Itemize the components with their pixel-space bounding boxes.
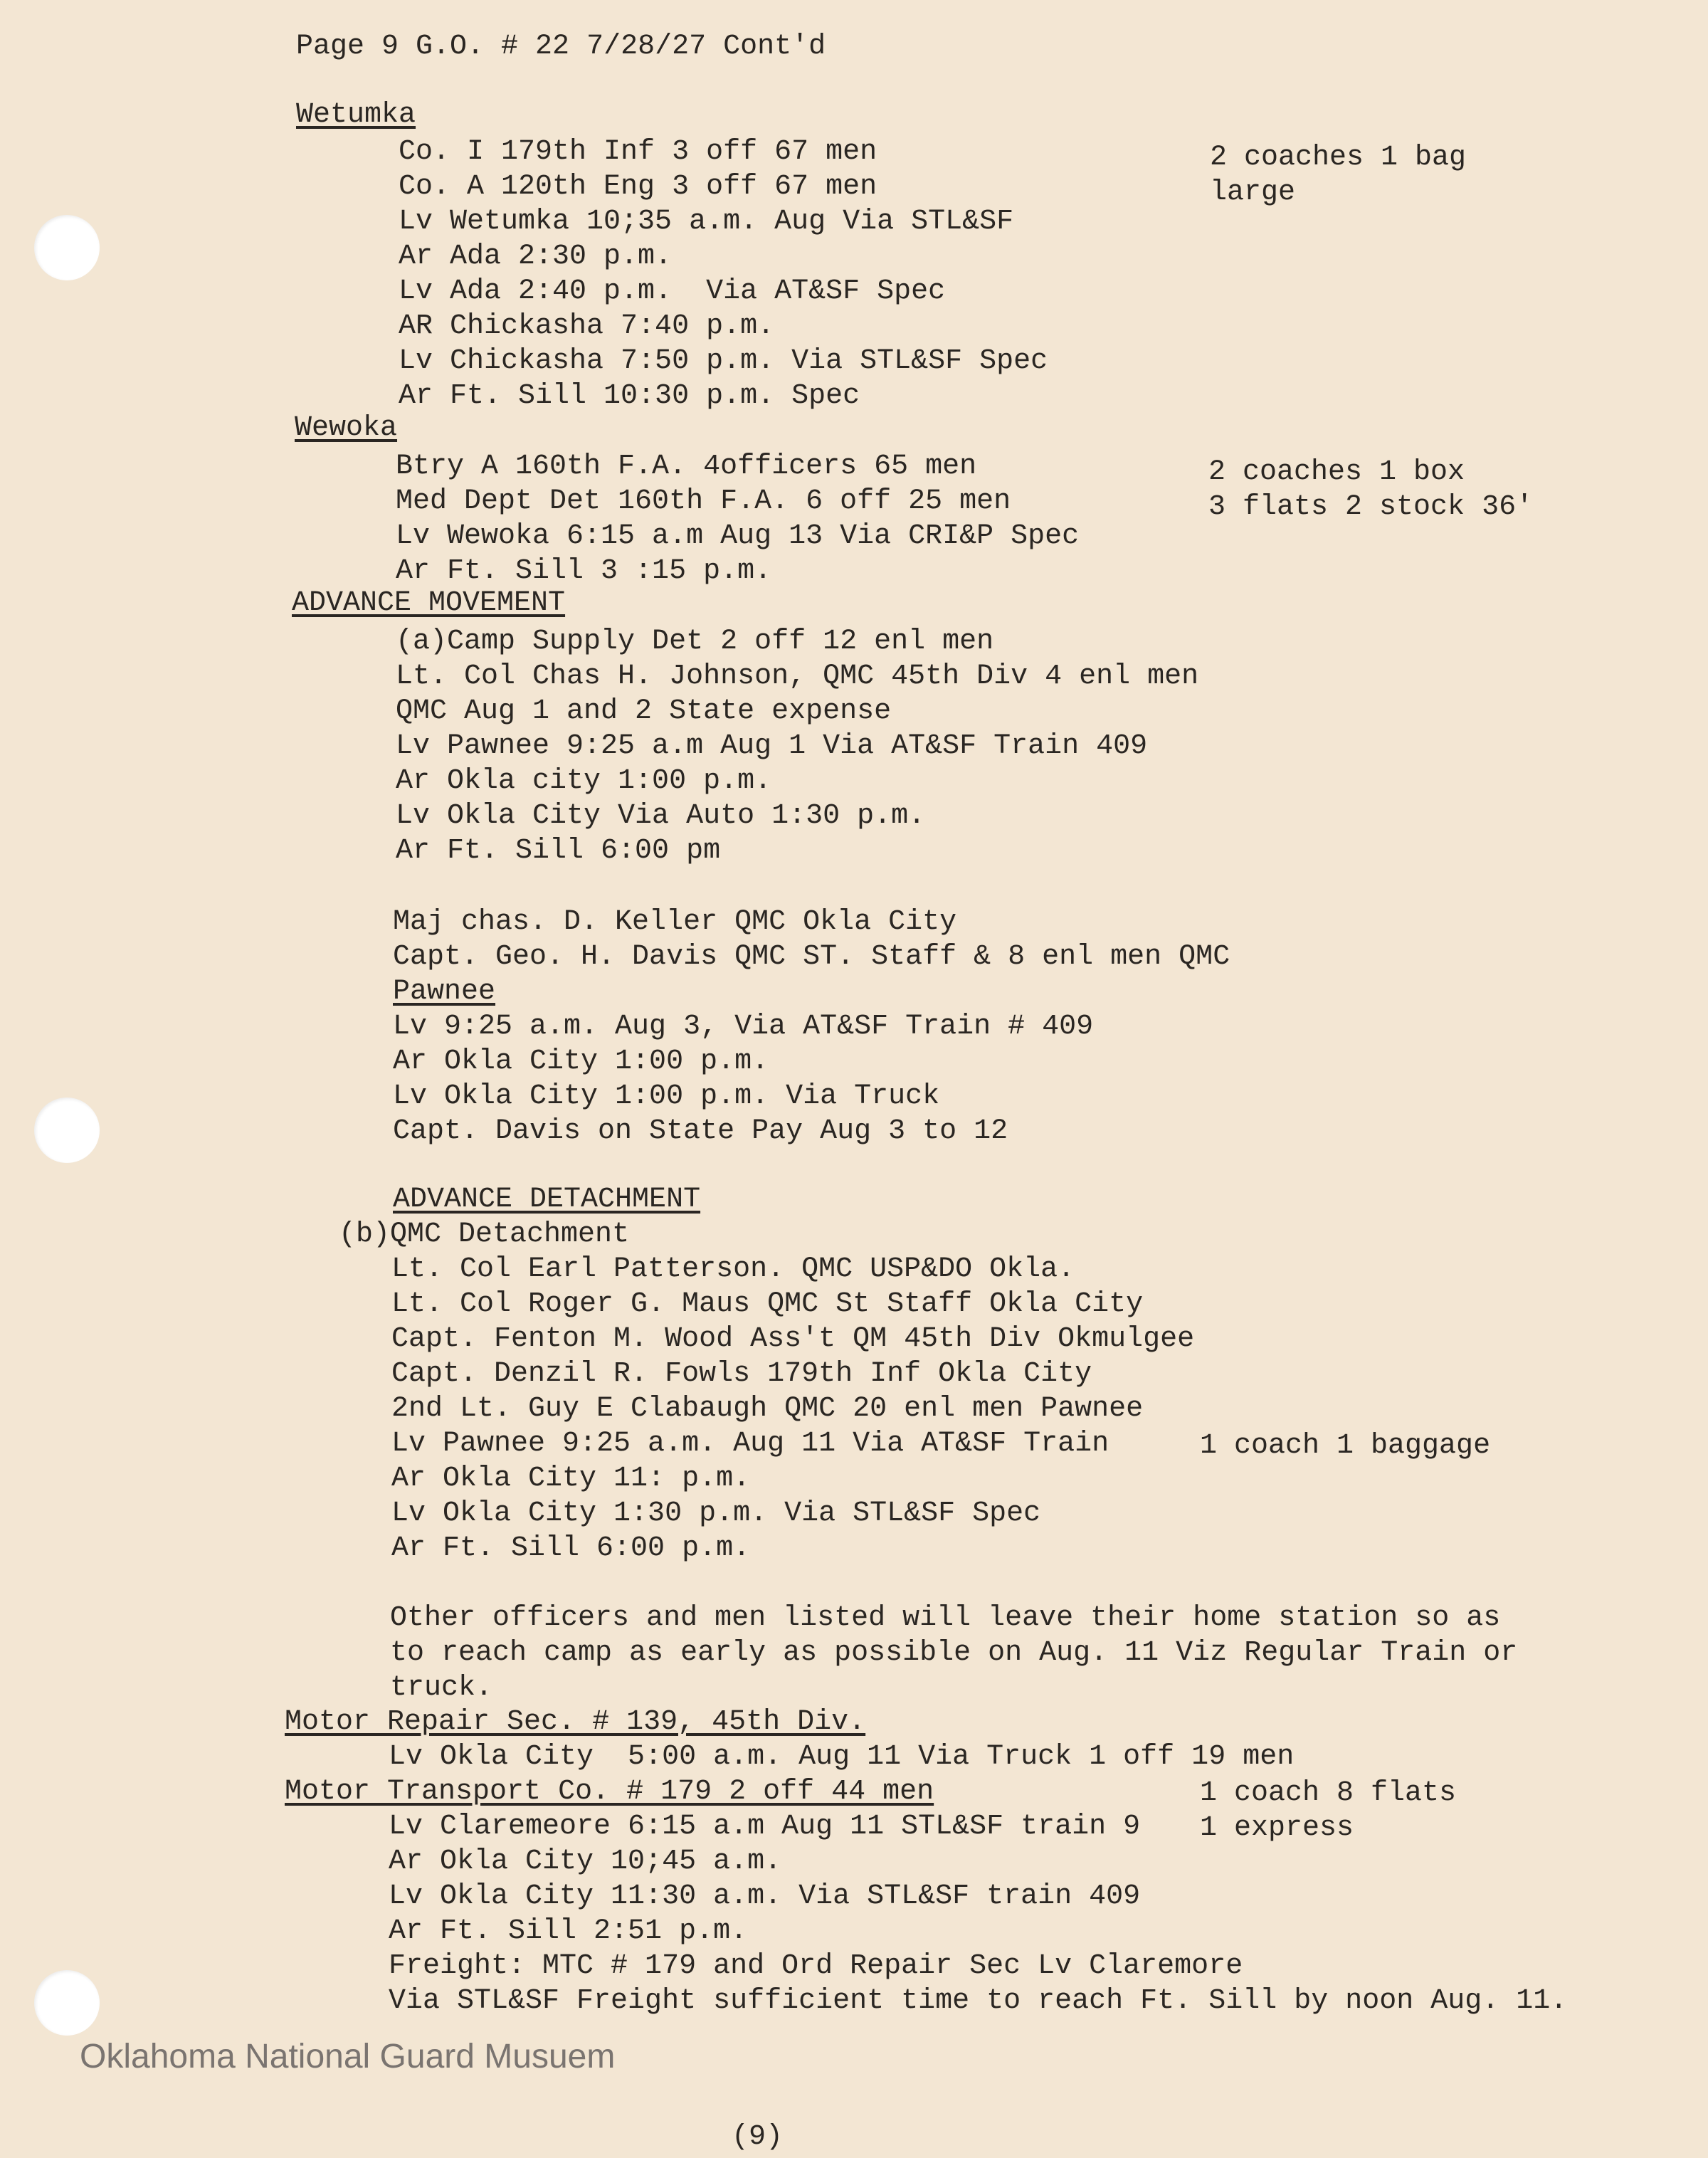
wetumka-line: AR Chickasha 7:40 p.m. <box>399 310 775 342</box>
motor-transport-line: Lv Claremeore 6:15 a.m Aug 11 STL&SF train 9 <box>389 1811 1141 1843</box>
advance-movement-officer: Capt. Geo. H. Davis QMC ST. Staff & 8 enl men QMC <box>393 941 1230 973</box>
wewoka-line: Btry A 160th F.A. 4officers 65 men <box>396 451 977 483</box>
page-number: (9) <box>732 2121 784 2153</box>
wetumka-line: Lv Wetumka 10;35 a.m. Aug Via STL&SF <box>399 206 1014 238</box>
section-title-motor-transport: Motor Transport Co. # 179 2 off 44 men <box>285 1776 934 1808</box>
punch-hole <box>34 1970 100 2036</box>
advance-detachment-line: Capt. Fenton M. Wood Ass't QM 45th Div Okmulgee <box>391 1323 1195 1355</box>
section-title-wetumka: Wetumka <box>296 99 416 131</box>
advance-movement-line: (a)Camp Supply Det 2 off 12 enl men <box>396 626 994 658</box>
instructions-paragraph-line: Other officers and men listed will leave their home station so as <box>390 1602 1501 1634</box>
wewoka-equipment: 2 coaches 1 box <box>1208 456 1465 488</box>
wetumka-line: Lv Ada 2:40 p.m. Via AT&SF Spec <box>399 275 946 307</box>
section-title-advance-detachment: ADVANCE DETACHMENT <box>393 1184 701 1216</box>
advance-detachment-line: Ar Okla City 11: p.m. <box>391 1463 751 1495</box>
pawnee-line: Lv 9:25 a.m. Aug 3, Via AT&SF Train # 409 <box>393 1011 1094 1043</box>
advance-movement-line: Ar Ft. Sill 6:00 pm <box>396 835 721 867</box>
wetumka-equipment: large <box>1210 177 1296 209</box>
wewoka-line: Lv Wewoka 6:15 a.m Aug 13 Via CRI&P Spec <box>396 520 1080 552</box>
advance-movement-line: Lt. Col Chas H. Johnson, QMC 45th Div 4 enl men <box>396 660 1199 693</box>
subsection-title-pawnee: Pawnee <box>393 976 496 1008</box>
motor-transport-line: Lv Okla City 11:30 a.m. Via STL&SF train 409 <box>389 1880 1141 1912</box>
motor-transport-line: Freight: MTC # 179 and Ord Repair Sec Lv Claremore <box>389 1950 1243 1982</box>
advance-detachment-line: Lv Pawnee 9:25 a.m. Aug 11 Via AT&SF Train <box>391 1428 1109 1460</box>
wewoka-line: Ar Ft. Sill 3 :15 p.m. <box>396 555 772 587</box>
page-header: Page 9 G.O. # 22 7/28/27 Cont'd <box>296 31 826 63</box>
motor-transport-equipment: 1 coach 8 flats <box>1200 1777 1457 1809</box>
motor-transport-line: Via STL&SF Freight sufficient time to reach Ft. Sill by noon Aug. 11. <box>389 1985 1568 2017</box>
advance-detachment-line: Lv Okla City 1:30 p.m. Via STL&SF Spec <box>391 1498 1041 1530</box>
wetumka-line: Ar Ft. Sill 10:30 p.m. Spec <box>399 380 860 412</box>
section-title-motor-repair: Motor Repair Sec. # 139, 45th Div. <box>285 1706 866 1738</box>
advance-movement-line: Lv Pawnee 9:25 a.m Aug 1 Via AT&SF Train 409 <box>396 730 1148 762</box>
advance-detachment-line: Lt. Col Roger G. Maus QMC St Staff Okla City <box>391 1288 1144 1320</box>
instructions-paragraph-line: truck. <box>390 1672 493 1704</box>
pawnee-line: Capt. Davis on State Pay Aug 3 to 12 <box>393 1115 1008 1147</box>
motor-transport-line: Ar Ft. Sill 2:51 p.m. <box>389 1915 748 1947</box>
pawnee-line: Lv Okla City 1:00 p.m. Via Truck <box>393 1080 940 1112</box>
motor-transport-equipment: 1 express <box>1200 1812 1354 1844</box>
wetumka-line: Ar Ada 2:30 p.m. <box>399 241 673 273</box>
wewoka-equipment: 3 flats 2 stock 36' <box>1208 491 1534 523</box>
punch-hole <box>34 1098 100 1163</box>
museum-watermark: Oklahoma National Guard Musuem <box>80 2038 616 2075</box>
motor-repair-line: Lv Okla City 5:00 a.m. Aug 11 Via Truck 1 off 19 men <box>389 1741 1295 1773</box>
advance-detachment-line: 2nd Lt. Guy E Clabaugh QMC 20 enl men Pawnee <box>391 1393 1144 1425</box>
advance-detachment-line: Lt. Col Earl Patterson. QMC USP&DO Okla. <box>391 1253 1075 1285</box>
section-title-wewoka: Wewoka <box>295 412 398 444</box>
advance-detachment-line: Ar Ft. Sill 6:00 p.m. <box>391 1532 751 1564</box>
pawnee-line: Ar Okla City 1:00 p.m. <box>393 1046 769 1078</box>
advance-detachment-equipment: 1 coach 1 baggage <box>1200 1430 1491 1462</box>
motor-transport-line: Ar Okla City 10;45 a.m. <box>389 1846 782 1878</box>
advance-movement-line: QMC Aug 1 and 2 State expense <box>396 695 892 727</box>
advance-detachment-line: (b)QMC Detachment <box>339 1219 630 1251</box>
section-title-advance-movement: ADVANCE MOVEMENT <box>292 587 566 619</box>
advance-movement-line: Lv Okla City Via Auto 1:30 p.m. <box>396 800 926 832</box>
instructions-paragraph-line: to reach camp as early as possible on Aug. 11 Viz Regular Train or <box>390 1637 1518 1669</box>
wetumka-line: Co. I 179th Inf 3 off 67 men <box>399 136 877 168</box>
wewoka-line: Med Dept Det 160th F.A. 6 off 25 men <box>396 485 1011 517</box>
advance-movement-officer: Maj chas. D. Keller QMC Okla City <box>393 906 957 938</box>
wetumka-line: Lv Chickasha 7:50 p.m. Via STL&SF Spec <box>399 345 1048 377</box>
wetumka-line: Co. A 120th Eng 3 off 67 men <box>399 171 877 203</box>
advance-movement-line: Ar Okla city 1:00 p.m. <box>396 765 772 797</box>
punch-hole <box>34 215 100 280</box>
advance-detachment-line: Capt. Denzil R. Fowls 179th Inf Okla City <box>391 1358 1092 1390</box>
wetumka-equipment: 2 coaches 1 bag <box>1210 142 1467 174</box>
